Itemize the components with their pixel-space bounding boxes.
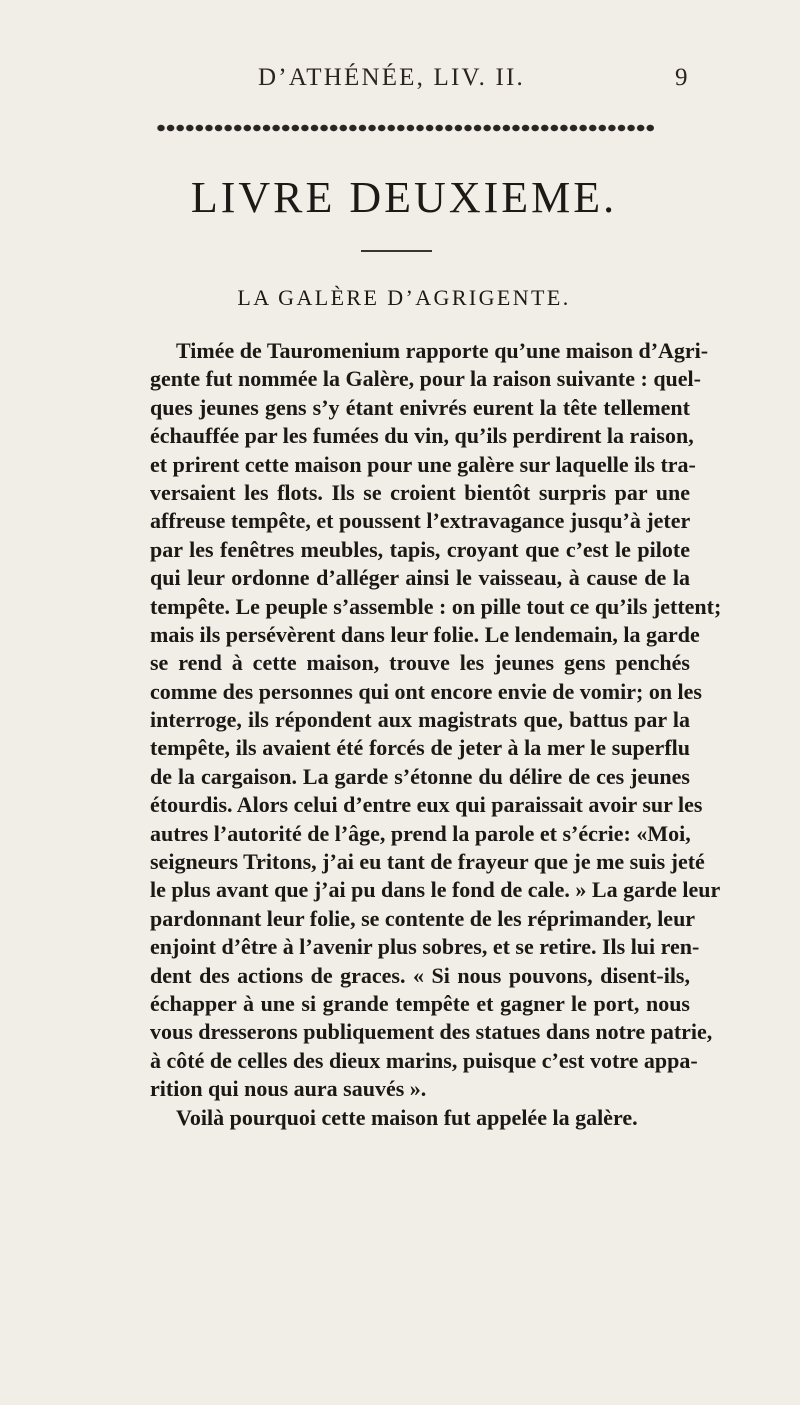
text-line: gente fut nommée la Galère, pour la raison suivante : quel- [150,366,701,392]
text-line: pardonnant leur folie, se contente de les réprimander, leur [150,905,696,931]
text-line: vous dresserons publiquement des statues dans notre patrie, [150,1019,713,1045]
text-line: échauffée par les fumées du vin, qu’ils perdirent la raison, [150,423,694,449]
text-line: seigneurs Tritons, j’ai eu tant de frayeur que je me suis jeté [150,849,705,875]
text-line: qui leur ordonne d’alléger ainsi le vaisseau, à cause de la [150,565,690,591]
chapter-title: LA GALÈRE D’AGRIGENTE. [237,285,571,310]
text-line: à côté de celles des dieux marins, puisque c’est votre appa- [150,1047,698,1073]
text-line: autres l’autorité de l’âge, prend la parole et s’écrie: «Moi, [150,820,691,846]
body-text [150,337,722,1132]
text-line: le plus avant que j’ai pu dans le fond de cale. » La garde leur [150,877,721,903]
text-line: se rend à cette maison, trouve les jeunes gens penchés [150,650,690,676]
text-line: étourdis. Alors celui d’entre eux qui paraissait avoir sur les [150,792,703,818]
text-line: tempête, ils avaient été forcés de jeter à la mer le superflu [150,735,690,761]
text-line: interroge, ils répondent aux magistrats que, battus par la [150,707,690,733]
text-line: Timée de Tauromenium rapporte qu’une maison d’Agri- [176,338,709,363]
text-line: dent des actions de graces. « Si nous pouvons, disent-ils, [150,962,690,988]
text-line: échapper à une si grande tempête et gagner le port, nous [150,990,690,1016]
text-line: comme des personnes qui ont encore envie de vomir; on les [150,678,702,704]
running-head [0,64,800,100]
text-line: rition qui nous aura sauvés ». [150,1076,427,1102]
text-line: affreuse tempête, et poussent l’extravagance jusqu’à jeter [150,508,691,534]
text-line: de la cargaison. La garde s’étonne du délire de ces jeunes [150,763,690,789]
text-line: tempête. Le peuple s’assemble : on pille tout ce qu’ils jettent; [150,593,722,619]
running-title: D’ATHÉNÉE, LIV. II. [258,64,525,91]
book-title: LIVRE DEUXIEME. [190,173,618,222]
ornamental-rule [156,123,654,133]
text-line: et prirent cette maison pour une galère sur laquelle ils tra- [150,451,696,477]
page-number: 9 [675,64,688,91]
text-line: enjoint d’être à l’avenir plus sobres, et se retire. Ils lui ren- [150,934,700,960]
text-line: mais ils persévèrent dans leur folie. Le lendemain, la garde [150,621,700,647]
text-line: ques jeunes gens s’y étant enivrés eurent la tête tellement [150,394,690,420]
title-divider [361,250,432,252]
text-line: par les fenêtres meubles, tapis, croyant que c’est le pilote [150,536,690,562]
text-line: versaient les flots. Ils se croient bientôt surpris par une [150,479,690,505]
text-line: Voilà pourquoi cette maison fut appelée la galère. [176,1104,638,1130]
